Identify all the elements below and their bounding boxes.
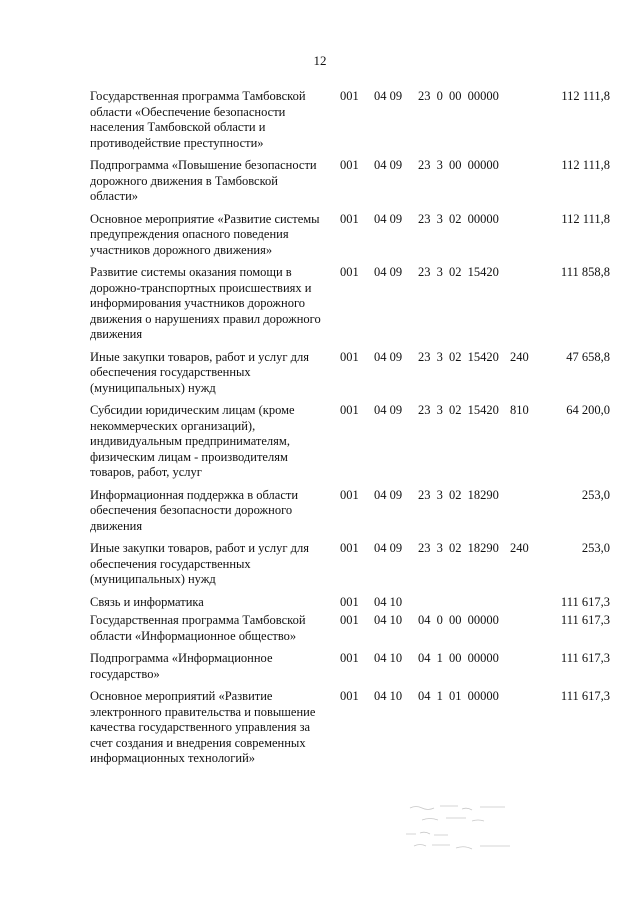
table-row (90, 651, 610, 682)
row-sum: 112 111,8 (561, 89, 610, 103)
row-sum: 47 658,8 (566, 349, 610, 364)
row-section: 04 09 (374, 487, 403, 502)
table-row (90, 689, 610, 767)
row-sum: 253,0 (581, 541, 610, 555)
budget-table (90, 89, 610, 774)
row-ved: 001 (340, 613, 359, 627)
row-ved: 001 (340, 158, 359, 172)
faint-stamp-marks (400, 800, 530, 860)
row-sum: 112 111,8 (561, 158, 610, 172)
row-sum: 111 858,8 (560, 265, 610, 279)
row-section: 04 09 (374, 211, 403, 226)
row-name: Государственная программа Тамбовской области «Обеспечение безопасности населения Тамбовской области и противодействие преступности» (90, 89, 306, 150)
row-sum: 111 617,3 (560, 651, 610, 665)
table-row (90, 158, 610, 205)
row-expense-type: 810 (510, 403, 529, 417)
row-target-article: 04 1 01 00000 (418, 689, 499, 703)
row-ved: 001 (340, 349, 359, 364)
row-section: 04 09 (374, 265, 403, 279)
table-row (90, 403, 610, 481)
row-name: Иные закупки товаров, работ и услуг для обеспечения государственных (муниципальных) нужд (90, 349, 310, 395)
row-ved: 001 (340, 651, 359, 665)
row-section: 04 10 (374, 689, 403, 703)
row-section: 04 10 (374, 651, 403, 665)
row-ved: 001 (340, 211, 359, 226)
table-row (90, 488, 610, 535)
row-ved: 001 (340, 541, 359, 555)
row-target-article: 04 1 00 00000 (418, 651, 499, 665)
row-ved: 001 (340, 487, 359, 502)
row-sum: 64 200,0 (566, 403, 610, 417)
row-target-article: 23 3 02 00000 (418, 211, 499, 226)
row-sum: 112 111,8 (561, 211, 610, 226)
row-target-article: 04 0 00 00000 (418, 613, 499, 627)
row-sum: 111 617,3 (560, 594, 610, 609)
row-name: Информационная поддержка в области обеспечения безопасности дорожного движения (90, 487, 299, 533)
row-ved: 001 (340, 403, 359, 417)
row-target-article: 23 3 02 18290 (418, 487, 499, 502)
row-target-article: 23 3 00 00000 (418, 158, 499, 172)
table-row (90, 350, 610, 397)
row-section: 04 09 (374, 541, 403, 555)
table-row (90, 89, 610, 151)
table-row (90, 212, 610, 259)
page-number: 12 (313, 53, 327, 68)
table-row (90, 265, 610, 343)
table-row (90, 541, 610, 588)
row-name: Государственная программа Тамбовской области «Информационное общество» (90, 613, 306, 643)
row-sum: 111 617,3 (560, 613, 610, 627)
row-expense-type: 240 (510, 541, 529, 555)
row-ved: 001 (340, 89, 359, 103)
row-sum: 111 617,3 (560, 689, 610, 703)
row-section: 04 10 (374, 613, 403, 627)
row-ved: 001 (340, 594, 359, 609)
row-target-article: 23 0 00 00000 (418, 89, 499, 103)
row-name: Развитие системы оказания помощи в дорожно-транспортных происшествиях и информирования участников дорожного движения о нарушениях правил дорожного движения (90, 265, 321, 341)
row-section: 04 09 (374, 403, 403, 417)
row-ved: 001 (340, 265, 359, 279)
row-name: Подпрограмма «Повышение безопасности дорожного движения в Тамбовской области» (90, 158, 317, 203)
row-name: Основное мероприятие «Развитие системы предупреждения опасного поведения участников дорожного движения» (90, 211, 320, 257)
row-target-article: 23 3 02 15420 (418, 403, 499, 417)
row-sum: 253,0 (581, 487, 610, 502)
row-section: 04 09 (374, 158, 403, 172)
row-name: Иные закупки товаров, работ и услуг для обеспечения государственных (муниципальных) нужд (90, 541, 310, 586)
row-section: 04 09 (374, 349, 403, 364)
row-ved: 001 (340, 689, 359, 703)
row-section: 04 10 (374, 594, 403, 609)
row-target-article: 23 3 02 15420 (418, 265, 499, 279)
row-section: 04 09 (374, 89, 403, 103)
row-name: Подпрограмма «Информационное государство» (90, 651, 273, 681)
row-name: Связь и информатика (90, 594, 204, 609)
row-name: Основное мероприятий «Развитие электронного правительства и повышение качества государственного управления за счет создания и внедрения современных информационных технологий» (90, 689, 316, 765)
table-row (90, 613, 610, 644)
row-expense-type: 240 (510, 349, 529, 364)
table-row (90, 595, 610, 611)
row-target-article: 23 3 02 18290 (418, 541, 499, 555)
row-target-article: 23 3 02 15420 (418, 349, 499, 364)
row-name: Субсидии юридическим лицам (кроме некоммерческих организаций), индивидуальным предпринимателям, физическим лицам - производителям товаров, работ, услуг (90, 403, 295, 479)
